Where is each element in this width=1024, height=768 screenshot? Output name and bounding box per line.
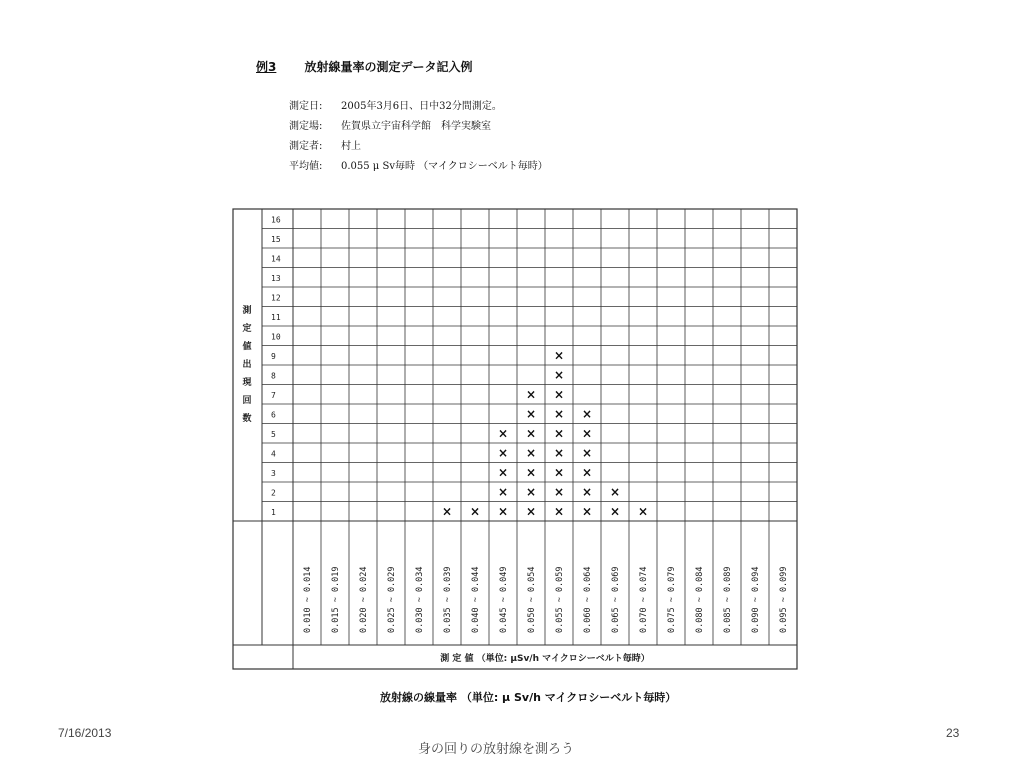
x-axis-label: 測 定 値 （単位: μSv/h マイクロシーベルト毎時）: [440, 654, 650, 664]
row-label: 10: [271, 332, 281, 342]
footer-title: 身の回りの放射線を測ろう: [418, 741, 575, 756]
tally-mark: ×: [525, 426, 537, 441]
bin-range-label: 0.010 ~ 0.014: [303, 566, 313, 633]
bin-range-label: 0.030 ~ 0.034: [415, 566, 425, 633]
tally-mark: ×: [497, 484, 509, 499]
tally-mark: ×: [525, 387, 537, 402]
y-axis-label-char: 測: [242, 306, 252, 316]
y-axis-label-char: 回: [242, 396, 252, 406]
row-label: 2: [271, 488, 276, 498]
y-axis-label-char: 数: [242, 414, 252, 424]
bin-range-label: 0.095 ~ 0.099: [779, 566, 789, 633]
tally-mark: ×: [637, 504, 649, 519]
row-label: 3: [271, 468, 276, 478]
tally-mark: ×: [553, 426, 565, 441]
y-axis-label-char: 現: [242, 378, 252, 388]
y-axis-label-char: 値: [242, 342, 252, 352]
row-label: 14: [271, 254, 281, 264]
tally-mark: ×: [525, 465, 537, 480]
tally-mark: ×: [497, 504, 509, 519]
tally-mark: ×: [581, 465, 593, 480]
tally-mark: ×: [553, 504, 565, 519]
y-axis-label-char: 出: [242, 360, 252, 370]
row-label: 4: [271, 449, 276, 459]
tally-mark: ×: [553, 387, 565, 402]
bin-range-label: 0.035 ~ 0.039: [443, 566, 453, 633]
tally-mark: ×: [469, 504, 481, 519]
tally-mark: ×: [609, 484, 621, 499]
bin-range-label: 0.075 ~ 0.079: [667, 566, 677, 633]
row-label: 5: [271, 429, 276, 439]
bin-range-label: 0.050 ~ 0.054: [527, 566, 537, 633]
tally-mark: ×: [497, 465, 509, 480]
y-axis-label-char: 定: [242, 324, 252, 334]
bin-range-label: 0.015 ~ 0.019: [331, 566, 341, 633]
row-label: 7: [271, 390, 276, 400]
meta-value: 2005年3月6日、日中32分間測定。: [341, 101, 502, 112]
meta-key: 測定場:: [289, 121, 323, 132]
figure-caption: 放射線の線量率 （単位: μ Sv/h マイクロシーベルト毎時）: [380, 691, 677, 704]
footer-page-number: 23: [946, 726, 960, 740]
tally-mark: ×: [581, 484, 593, 499]
tally-mark: ×: [553, 367, 565, 382]
grid-border: [233, 209, 797, 669]
tally-mark: ×: [525, 504, 537, 519]
row-label: 8: [271, 371, 276, 381]
row-label: 1: [271, 507, 276, 517]
bin-range-label: 0.085 ~ 0.089: [723, 566, 733, 633]
bin-range-label: 0.070 ~ 0.074: [639, 566, 649, 633]
tally-mark: ×: [609, 504, 621, 519]
tally-mark: ×: [553, 348, 565, 363]
tally-mark: ×: [553, 406, 565, 421]
row-label: 13: [271, 273, 281, 283]
bin-range-label: 0.045 ~ 0.049: [499, 566, 509, 633]
tally-mark: ×: [497, 445, 509, 460]
row-label: 15: [271, 234, 281, 244]
bin-range-label: 0.025 ~ 0.029: [387, 566, 397, 633]
bin-range-label: 0.060 ~ 0.064: [583, 566, 593, 633]
tally-mark: ×: [581, 445, 593, 460]
tally-mark: ×: [581, 504, 593, 519]
bin-range-label: 0.090 ~ 0.094: [751, 566, 761, 633]
tally-mark: ×: [525, 406, 537, 421]
tally-mark: ×: [553, 445, 565, 460]
tally-mark: ×: [581, 406, 593, 421]
bin-range-label: 0.040 ~ 0.044: [471, 566, 481, 633]
meta-key: 測定日:: [289, 101, 323, 112]
tally-mark: ×: [441, 504, 453, 519]
bin-range-label: 0.065 ~ 0.069: [611, 566, 621, 633]
meta-key: 測定者:: [289, 141, 323, 152]
row-label: 6: [271, 410, 276, 420]
row-label: 9: [271, 351, 276, 361]
footer-date: 7/16/2013: [58, 726, 112, 740]
tally-mark: ×: [581, 426, 593, 441]
meta-key: 平均値:: [289, 161, 323, 172]
tally-mark: ×: [553, 484, 565, 499]
tally-mark: ×: [525, 484, 537, 499]
meta-value: 0.055 μ Sv毎時 （マイクロシーベルト毎時）: [341, 161, 548, 172]
example-label: 例3: [256, 60, 277, 74]
bin-range-label: 0.080 ~ 0.084: [695, 566, 705, 633]
tally-mark: ×: [497, 426, 509, 441]
meta-value: 佐賀県立宇宙科学館 科学実験室: [341, 121, 491, 132]
row-label: 11: [271, 312, 281, 322]
tally-mark: ×: [525, 445, 537, 460]
row-label: 12: [271, 293, 281, 303]
bin-range-label: 0.020 ~ 0.024: [359, 566, 369, 633]
row-label: 16: [271, 215, 281, 225]
meta-value: 村上: [341, 141, 361, 152]
document-title: 放射線量率の測定データ記入例: [304, 60, 473, 74]
bin-range-label: 0.055 ~ 0.059: [555, 566, 565, 633]
tally-mark: ×: [553, 465, 565, 480]
